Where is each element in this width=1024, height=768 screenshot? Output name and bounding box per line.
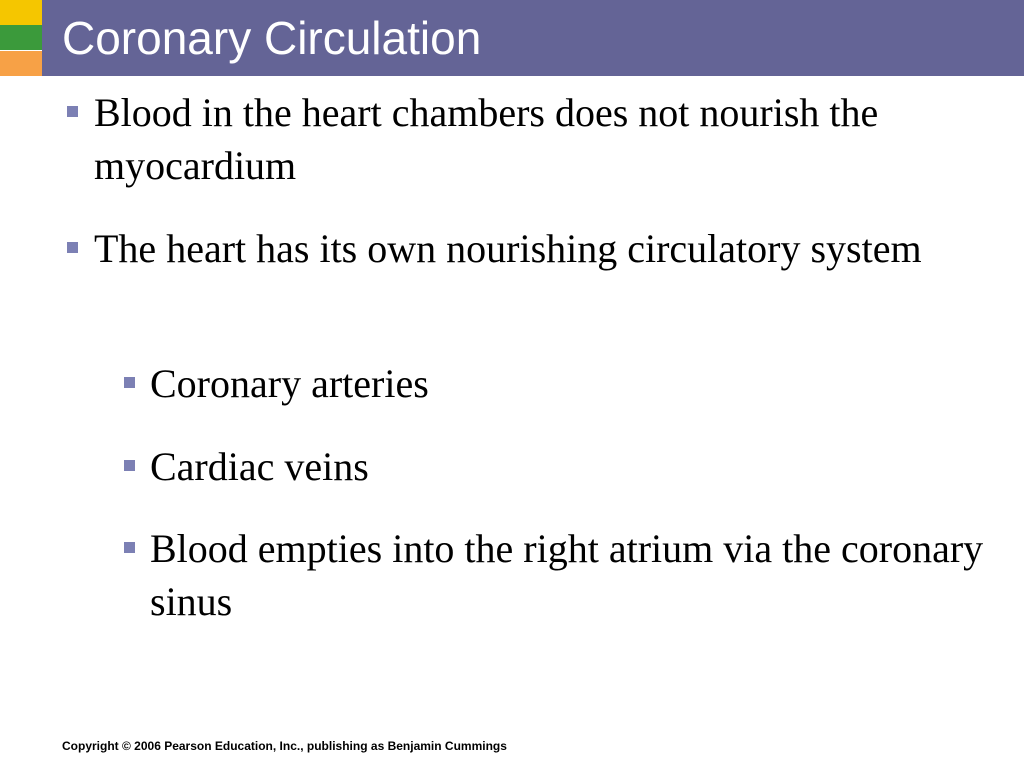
square-bullet-icon	[124, 377, 135, 388]
copyright-footer: Copyright © 2006 Pearson Education, Inc., publishing as Benjamin Cummings	[62, 739, 507, 753]
slide-title: Coronary Circulation	[62, 12, 482, 64]
square-bullet-icon	[67, 242, 78, 253]
bullet-item	[94, 86, 974, 192]
bullet-text: Blood empties into the right atrium via the coronary sinus	[150, 526, 984, 624]
bullet-item	[94, 222, 974, 275]
bullet-text: Cardiac veins	[150, 444, 369, 489]
bullet-text: The heart has its own nourishing circulatory system	[94, 226, 922, 271]
square-bullet-icon	[124, 542, 135, 553]
square-bullet-icon	[67, 106, 78, 117]
sub-bullet-item	[150, 357, 990, 410]
bullet-text: Blood in the heart chambers does not nourish the myocardium	[94, 90, 879, 188]
sub-bullet-item	[150, 522, 990, 628]
bullet-text: Coronary arteries	[150, 361, 429, 406]
square-bullet-icon	[124, 460, 135, 471]
sub-bullet-item	[150, 440, 990, 493]
